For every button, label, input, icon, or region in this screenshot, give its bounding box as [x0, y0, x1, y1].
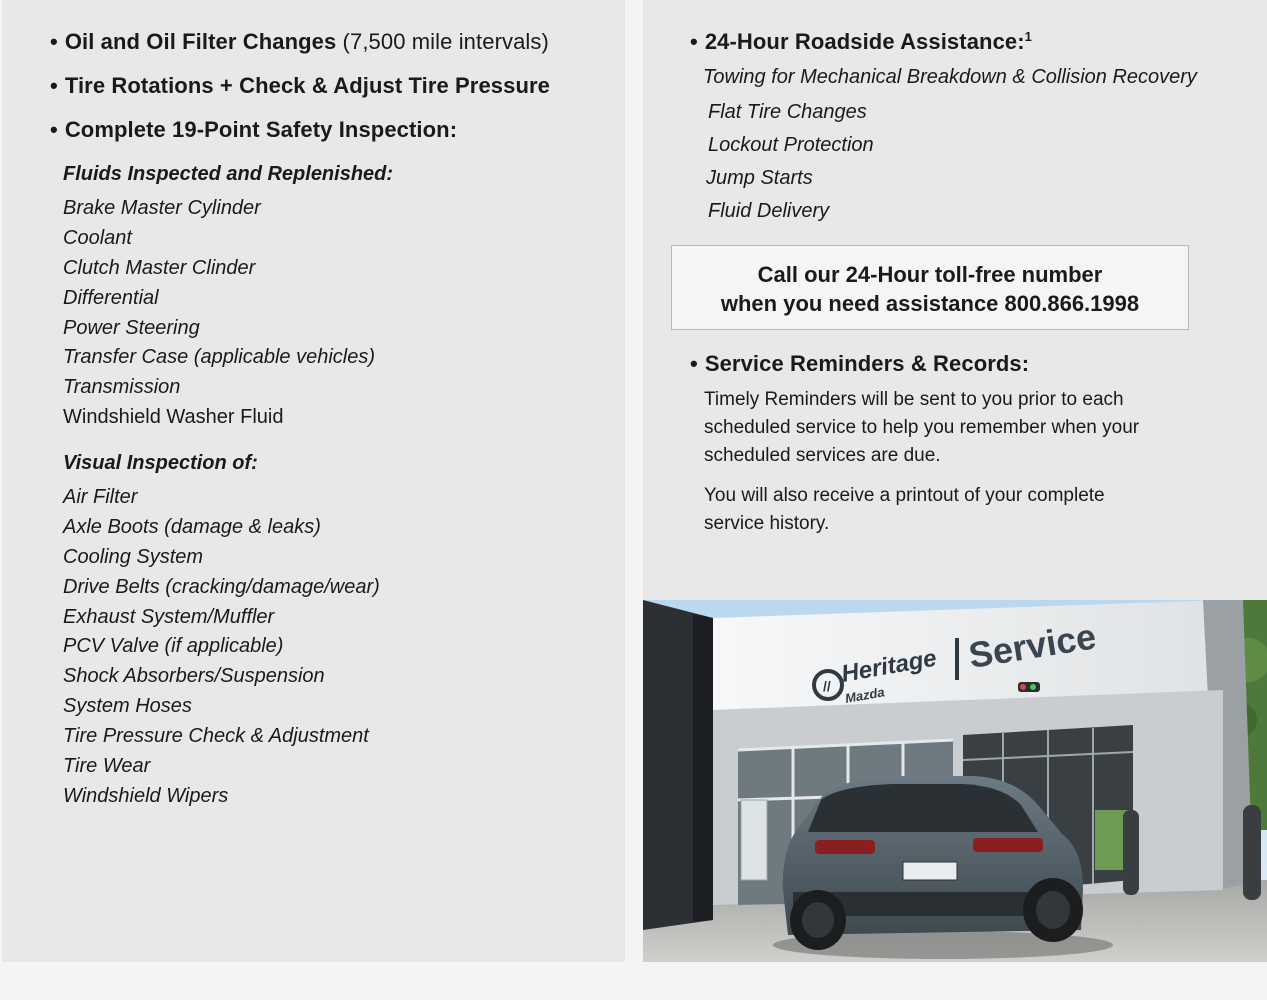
door — [741, 800, 767, 880]
call-line-1: Call our 24-Hour toll-free number — [757, 262, 1103, 287]
bullet-oil-changes: • Oil and Oil Filter Changes (7,500 mile intervals) — [50, 29, 549, 54]
call-box — [671, 245, 1189, 330]
fluid-item: Power Steering — [63, 316, 200, 339]
tail-light — [815, 840, 875, 854]
visual-item: System Hoses — [63, 695, 192, 718]
fluid-item: Coolant — [63, 226, 132, 249]
fluid-item: Transfer Case (applicable vehicles) — [63, 346, 375, 369]
fluid-item: Brake Master Cylinder — [63, 197, 261, 219]
fluid-item: Clutch Master Clinder — [63, 256, 256, 279]
sign-sub-text: Mazda — [843, 684, 886, 706]
roadside-item: Jump Starts — [706, 167, 813, 189]
visual-item: Windshield Wipers — [63, 784, 229, 807]
visual-inspection-list — [63, 483, 380, 812]
visual-item: Cooling System — [63, 545, 204, 568]
bollard — [1123, 810, 1139, 895]
fluid-item: Transmission — [63, 376, 181, 399]
visual-item: Drive Belts (cracking/damage/wear) — [63, 575, 380, 598]
license-plate — [903, 862, 957, 880]
fluid-item: Differential — [63, 286, 159, 309]
visual-item: Tire Pressure Check & Adjustment — [63, 725, 369, 748]
roadside-item: Lockout Protection — [708, 134, 874, 156]
visual-heading: Visual Inspection of: — [63, 452, 258, 474]
roadside-item: Fluid Delivery — [708, 200, 830, 222]
svg-text://: // — [823, 678, 831, 694]
reminders-paragraph-2: You will also receive a printout of your complete service history. — [704, 485, 1105, 534]
sign-brand-text: Heritage — [839, 644, 939, 688]
visual-item: Air Filter — [63, 486, 138, 508]
fluids-heading: Fluids Inspected and Replenished: — [63, 163, 394, 185]
visual-item: Exhaust System/Muffler — [63, 605, 275, 628]
roadside-item: Towing for Mechanical Breakdown & Collision Recovery — [703, 66, 1197, 88]
bullet-service-reminders: • Service Reminders & Records: — [690, 351, 1030, 376]
bullet-roadside-assistance: • 24-Hour Roadside Assistance:$^1$ — [690, 29, 1033, 54]
fluid-item: Windshield Washer Fluid — [63, 406, 284, 429]
bullet-tire-rotations: • Tire Rotations + Check & Adjust Tire Pressure — [50, 73, 551, 98]
call-line-2: when you need assistance 800.866.1998 — [720, 291, 1140, 316]
left-panel — [2, 0, 625, 962]
visual-item: Axle Boots (damage & leaks) — [63, 515, 321, 538]
bullet-safety-inspection: • Complete 19-Point Safety Inspection: — [50, 117, 458, 142]
visual-item: PCV Valve (if applicable) — [63, 635, 284, 658]
fluids-list — [63, 194, 375, 433]
reminders-paragraph-1: Timely Reminders will be sent to you prior to each scheduled service to help you remember when your scheduled services are due. — [704, 389, 1140, 466]
service-center-photo — [643, 600, 1267, 962]
sign-service-text: Service — [965, 615, 1099, 676]
visual-item: Tire Wear — [63, 755, 151, 778]
roadside-item: Flat Tire Changes — [708, 101, 867, 123]
visual-item: Shock Absorbers/Suspension — [63, 665, 325, 688]
